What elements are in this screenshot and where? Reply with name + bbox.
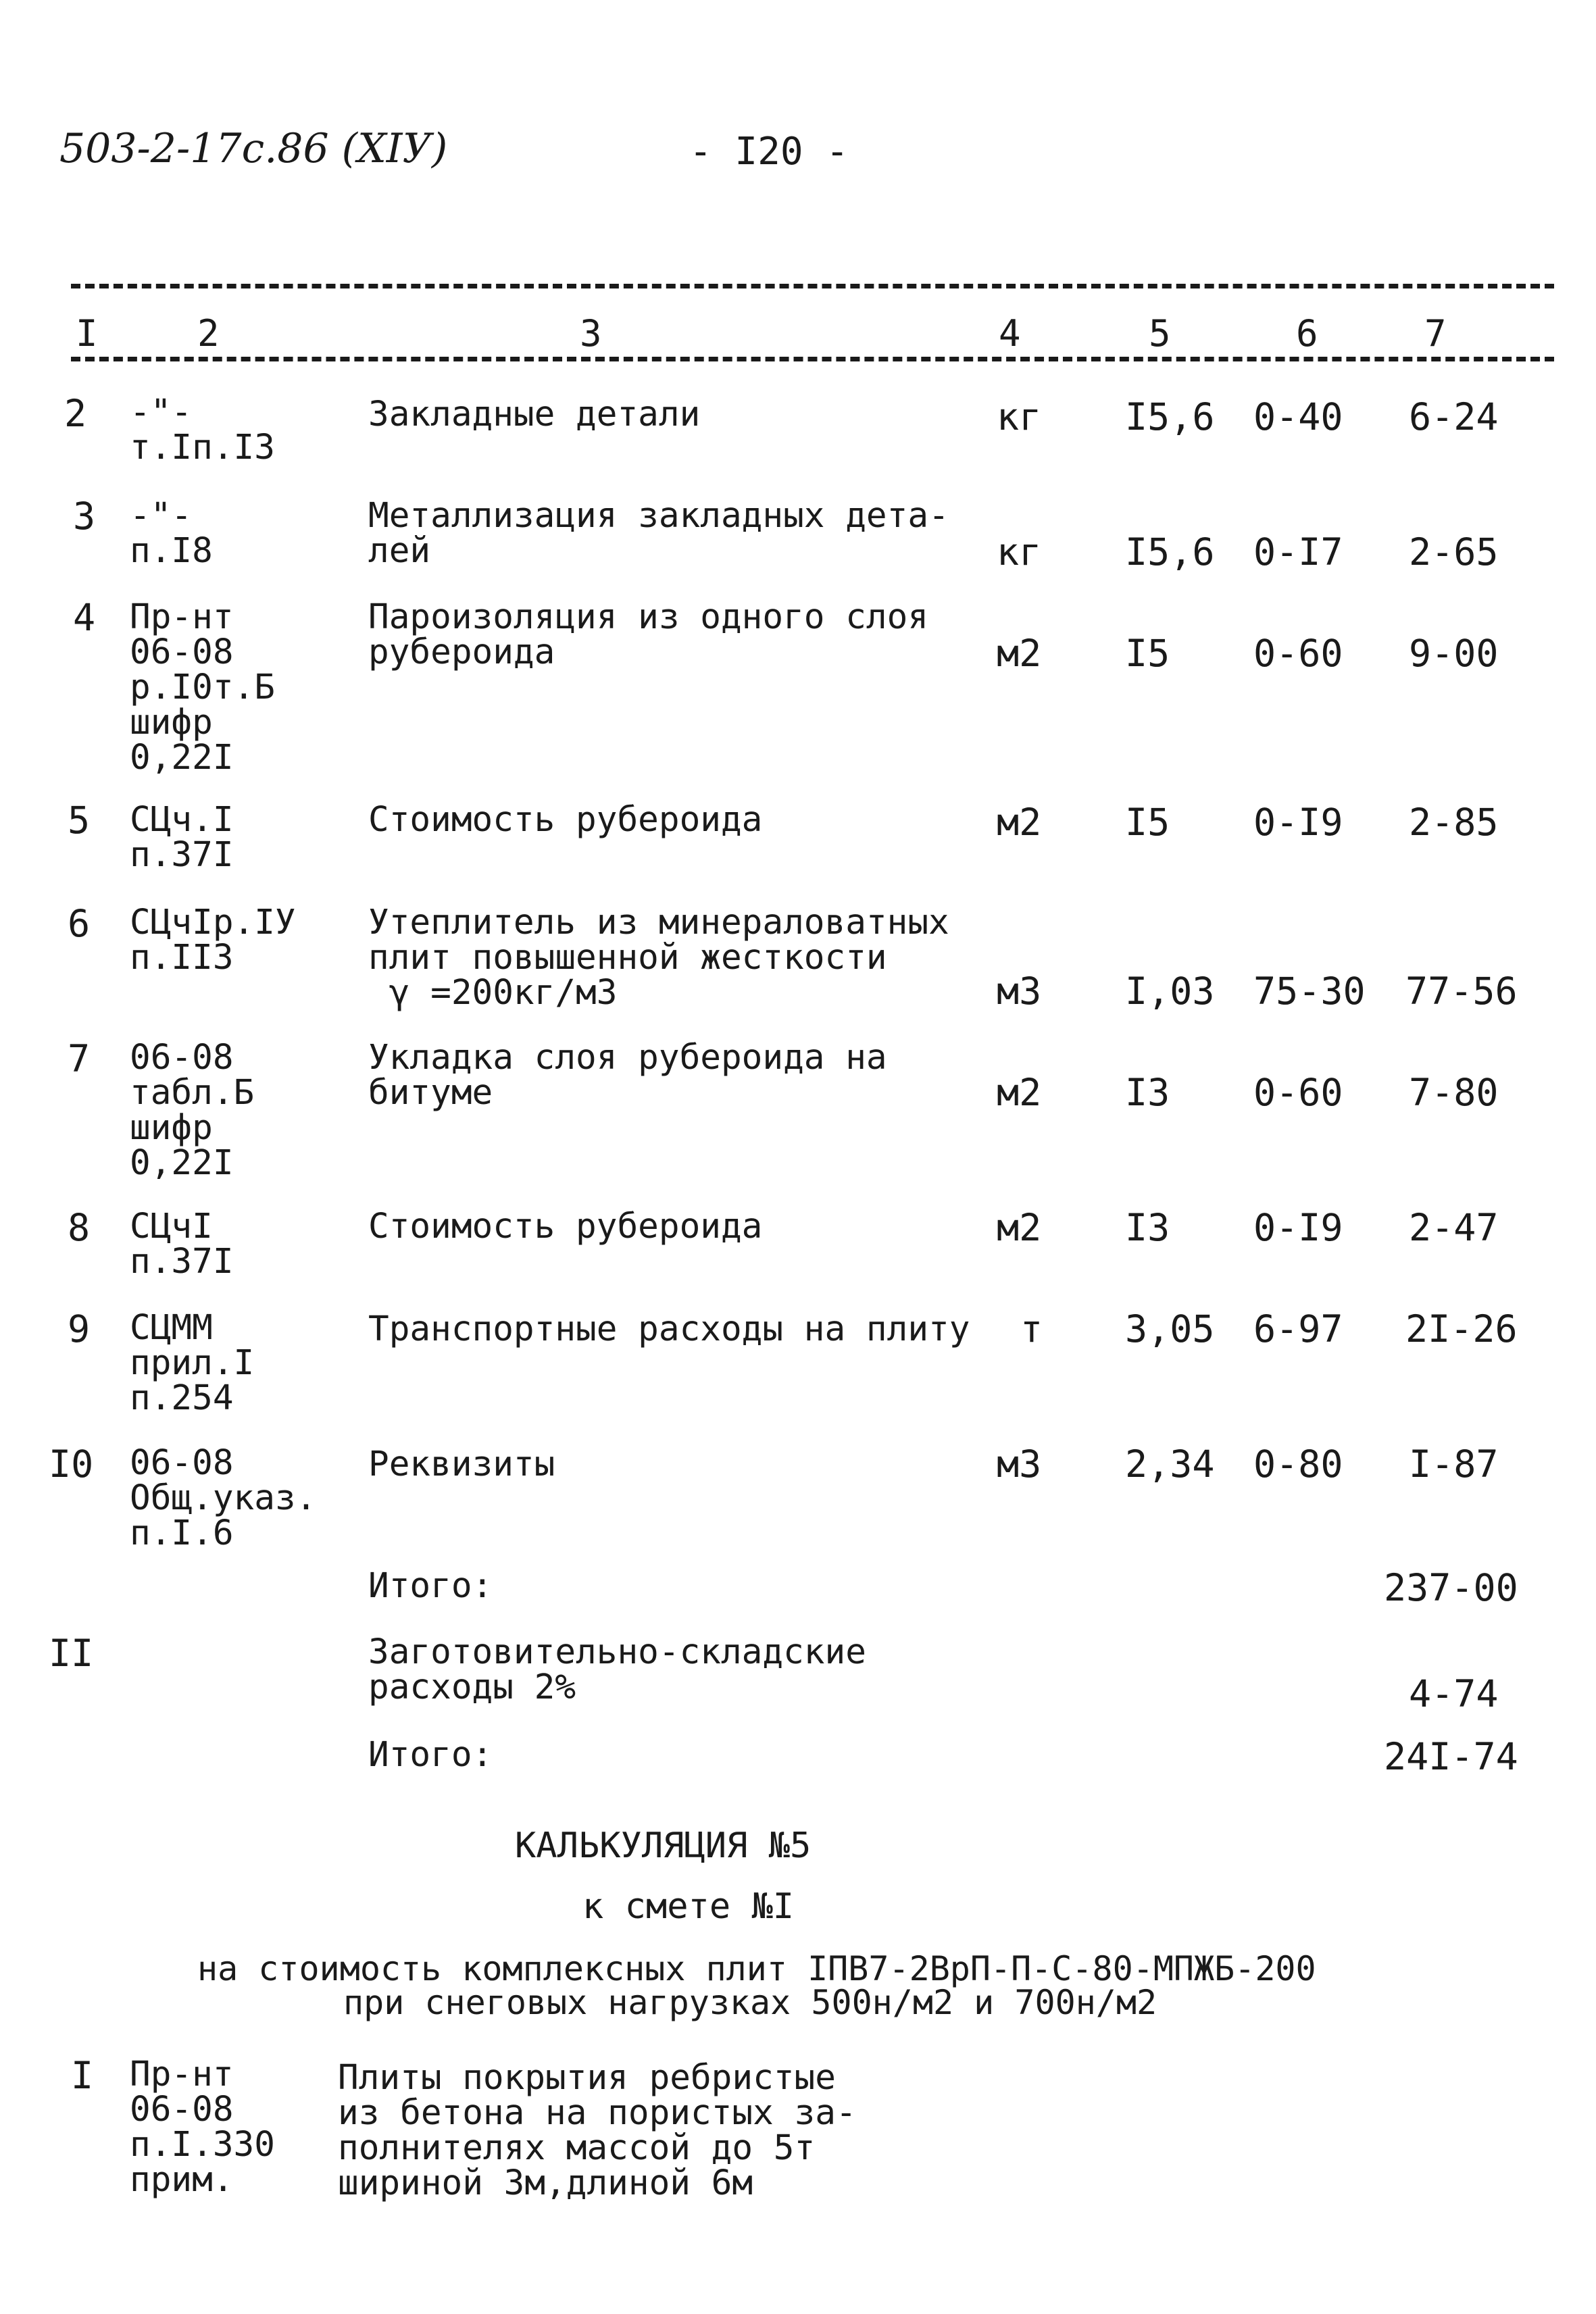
- row-quantity: 3,05: [1125, 1307, 1215, 1351]
- row-unit: м2: [997, 1206, 1042, 1249]
- row-number: 4: [73, 596, 96, 639]
- calculation-subtitle: к смете №I: [582, 1886, 795, 1927]
- column-header-4: 4: [999, 312, 1021, 355]
- calculation-title: КАЛЬКУЛЯЦИЯ №5: [515, 1826, 812, 1866]
- row-name: Пароизоляция из одного слоя рубероида: [368, 597, 929, 672]
- row-reference: 06-08 табл.Б шифр 0,22I: [130, 1038, 255, 1183]
- column-header-3: 3: [580, 312, 602, 355]
- row-price: 0-I9: [1253, 1206, 1343, 1249]
- column-header-2: 2: [197, 312, 220, 355]
- row-name: Утеплитель из минераловатных плит повышенной жесткости γ =200кг/м3: [368, 903, 949, 1013]
- row-quantity: I3: [1125, 1206, 1170, 1249]
- row-price: 0-40: [1253, 395, 1343, 438]
- row-price: 0-I9: [1253, 801, 1343, 844]
- row-total: 2-85: [1409, 801, 1499, 844]
- calculation-description: при снеговых нагрузках 500н/м2 и 700н/м2: [343, 1983, 1157, 2022]
- row-total: 9-00: [1409, 632, 1499, 675]
- row-reference: СЦММ прил.I п.254: [130, 1308, 255, 1418]
- subtotal-value: 237-00: [1384, 1566, 1518, 1609]
- row-name: Транспортные расходы на плиту: [368, 1309, 970, 1349]
- row-price: 0-60: [1253, 632, 1343, 675]
- row-number: 7: [68, 1037, 91, 1080]
- row-number: I0: [49, 1442, 94, 1486]
- row-quantity: I5,6: [1125, 530, 1215, 574]
- row-quantity: I5,6: [1125, 395, 1215, 438]
- row-number: 3: [73, 495, 96, 538]
- row-price: 0-60: [1253, 1071, 1343, 1114]
- row-number: 5: [68, 799, 91, 842]
- row-quantity: I,03: [1125, 970, 1215, 1013]
- row-name: Стоимость рубероида: [368, 1207, 763, 1247]
- row-quantity: I5: [1125, 632, 1170, 675]
- row-reference: Пр-нт 06-08 р.I0т.Б шифр 0,22I: [130, 597, 275, 778]
- row-price: 6-97: [1253, 1307, 1343, 1351]
- row-price: 0-I7: [1253, 530, 1343, 574]
- row-name: Металлизация закладных дета- лей: [368, 496, 949, 571]
- row-total: 2-47: [1409, 1206, 1499, 1249]
- row-unit: кг: [997, 395, 1042, 438]
- row-reference: 06-08 Общ.указ. п.I.6: [130, 1443, 317, 1553]
- row-unit: м2: [997, 801, 1042, 844]
- row-total: 2I-26: [1405, 1307, 1518, 1351]
- row-unit: кг: [997, 530, 1042, 574]
- row-number: I: [71, 2054, 94, 2097]
- row-quantity: I5: [1125, 801, 1170, 844]
- row-total: 77-56: [1405, 970, 1518, 1013]
- row-total: I-87: [1409, 1442, 1499, 1486]
- row-number: II: [49, 1632, 94, 1675]
- row-reference: СЦчIр.IУ п.II3: [130, 903, 296, 978]
- row-number: 9: [68, 1307, 91, 1351]
- row-reference: Пр-нт 06-08 п.I.330 прим.: [130, 2055, 275, 2200]
- row-total: 6-24: [1409, 395, 1499, 438]
- row-total: 2-65: [1409, 530, 1499, 574]
- column-header-7: 7: [1424, 312, 1447, 355]
- row-unit: т: [1020, 1307, 1043, 1351]
- row-unit: м2: [997, 1071, 1042, 1114]
- calculation-description: на стоимость комплексных плит IПВ7-2ВрП-П-С-80-МПЖБ-200: [197, 1949, 1316, 1988]
- row-reference: -"- п.I8: [130, 496, 213, 571]
- column-header-1: I: [76, 312, 98, 355]
- row-price: 0-80: [1253, 1442, 1343, 1486]
- row-reference: СЦч.I п.37I: [130, 800, 234, 875]
- row-quantity: 2,34: [1125, 1442, 1215, 1486]
- subtotal-value: 24I-74: [1384, 1735, 1518, 1778]
- row-name: Заготовительно-складские расходы 2%: [368, 1632, 866, 1707]
- row-quantity: I3: [1125, 1071, 1170, 1114]
- row-number: 6: [68, 902, 91, 945]
- row-price: 75-30: [1253, 970, 1366, 1013]
- subtotal-label: Итого:: [368, 1566, 493, 1606]
- page-number: - I20 -: [689, 130, 849, 174]
- header-top-divider: [71, 284, 1554, 288]
- row-number: 8: [68, 1206, 91, 1249]
- row-unit: м3: [997, 970, 1042, 1013]
- row-unit: м2: [997, 632, 1042, 675]
- row-unit: м3: [997, 1442, 1042, 1486]
- row-reference: СЦчI п.37I: [130, 1207, 234, 1282]
- subtotal-label: Итого:: [368, 1735, 493, 1775]
- row-name: Реквизиты: [368, 1444, 555, 1484]
- row-name: Закладные детали: [368, 395, 701, 434]
- row-name: Укладка слоя рубероида на битуме: [368, 1038, 887, 1113]
- header-bottom-divider: [71, 357, 1554, 361]
- row-reference: -"- т.Iп.I3: [130, 393, 275, 468]
- row-total: 7-80: [1409, 1071, 1499, 1114]
- document-code: 503-2-17с.86 (XIУ): [59, 125, 448, 172]
- column-header-6: 6: [1296, 312, 1318, 355]
- row-name: Стоимость рубероида: [368, 800, 763, 840]
- row-name: Плиты покрытия ребристые из бетона на пористых за- полнителях массой до 5т шириной 3м,длиной 6м: [338, 2058, 857, 2203]
- row-number: 2: [64, 392, 87, 435]
- column-header-5: 5: [1149, 312, 1171, 355]
- row-total: 4-74: [1409, 1672, 1499, 1715]
